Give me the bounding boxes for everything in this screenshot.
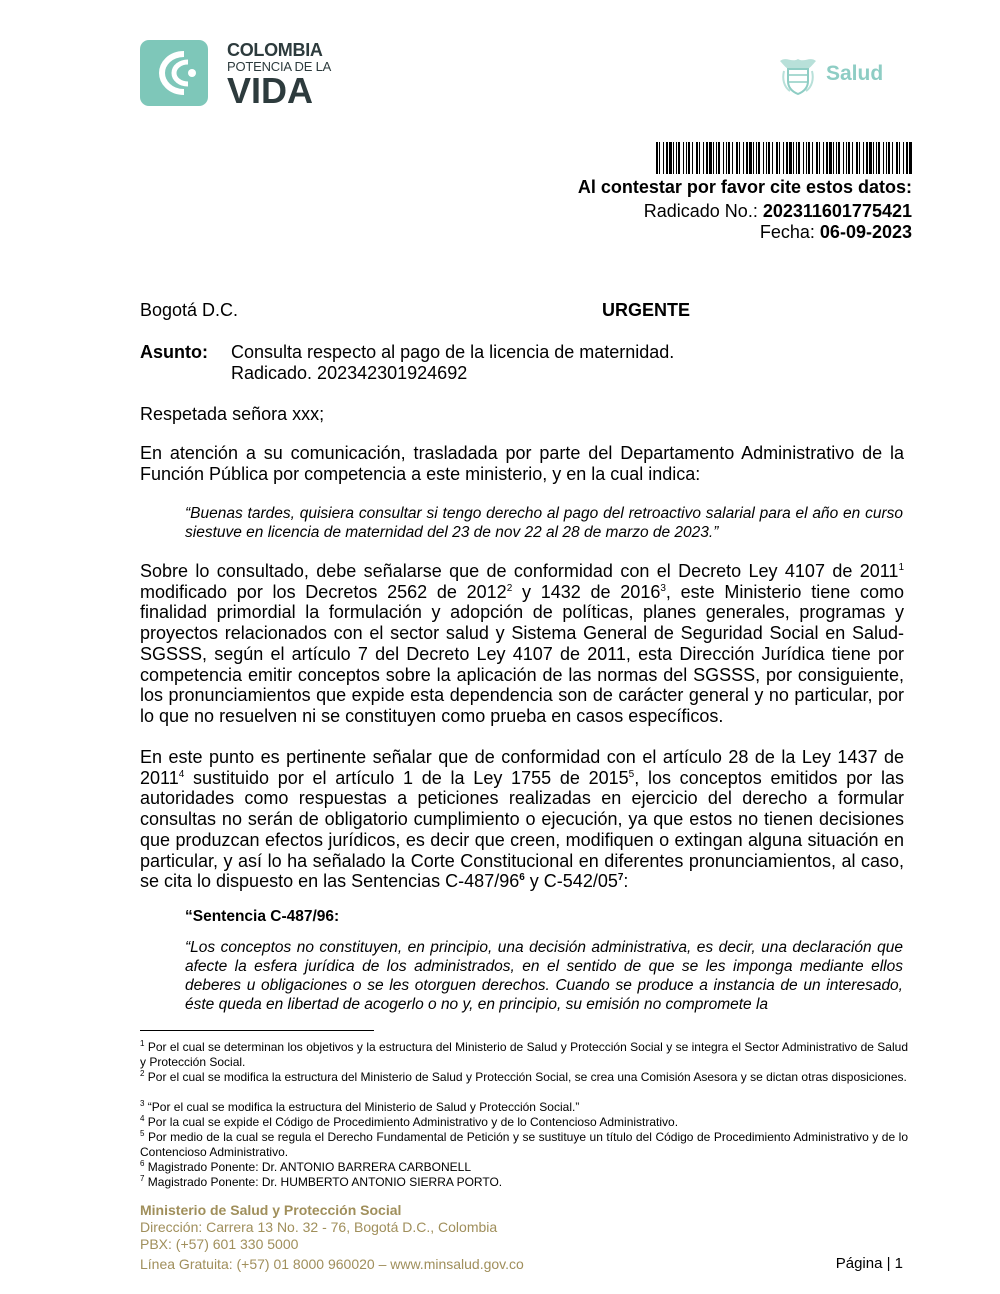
radicado-label: Radicado No.:: [643, 201, 763, 221]
paragraph-legal-basis: En este punto es pertinente señalar que de conformidad con el artículo 28 de la Ley 1437 de 2011$^4$ sustituido por el artículo 1 de la Ley 1755 de 2015$^5$, los conceptos emitidos por las autoridades como respuestas a peticiones realizadas en ejercicio del derecho a formular consultas no serán de obligatorio cumplimiento o ejecución, ya que estos no tienen decisiones que produzcan efectos jurídicos, es decir que creen, modifiquen o extingan alguna situación en particular, y así lo ha señalado la Corte Constitucional en diferentes pronunciamientos, al caso, se cita lo dispuesto en las Sentencias $C-487/96^6$ y $C-542/05^7$:: [140, 747, 904, 892]
asunto-line-2: Radicado. 202342301924692: [231, 363, 468, 383]
page-number: Página | 1: [835, 1255, 903, 1272]
footnote: $^5$ Por medio de la cual se regula el Derecho Fundamental de Petición y se sustituye un título del Código de Procedimiento Administrativo y de lo Contencioso Administrativo.: [140, 1129, 908, 1159]
footnote: $^7$ Magistrado Ponente: Dr. HUMBERTO ANTONIO SIERRA PORTO.: [140, 1174, 503, 1189]
barcode-icon: [656, 142, 912, 174]
footer-address: Dirección: Carrera 13 No. 32 - 76, Bogotá D.C., Colombia: [140, 1219, 498, 1235]
salutation: Respetada señora xxx;: [140, 404, 325, 424]
footnote: $^4$ Por la cual se expide el Código de Procedimiento Administrativo y de lo Contencioso Administrativo.: [140, 1114, 679, 1129]
logo-line-3: VIDA: [227, 70, 314, 111]
footnote: $^3$ “Por el cual se modifica la estructura del Ministerio de Salud y Protección Social.”: [140, 1099, 580, 1114]
footer-ministry: Ministerio de Salud y Protección Social: [140, 1202, 402, 1218]
cite-instruction: Al contestar por favor cite estos datos:: [577, 177, 912, 197]
logo-line-1: COLOMBIA: [227, 40, 323, 60]
paragraph-intro: En atención a su comunicación, trasladada por parte del Departamento Administrativo de la Función Pública por competencia a este ministerio, y en la cual indica:: [140, 443, 904, 484]
footnote-ref: 4: [178, 768, 185, 780]
footer-hotline: Línea Gratuita: (+57) 01 8000 960020 – www.minsalud.gov.co: [140, 1256, 524, 1272]
footnote-ref: 1: [898, 562, 904, 573]
colombia-potencia-vida-logo: [140, 40, 340, 111]
sentencia-title: “Sentencia C-487/96:: [185, 908, 340, 925]
radicado-line: [644, 201, 912, 222]
footnote-divider: [140, 1030, 374, 1031]
fecha-label: Fecha:: [759, 222, 820, 242]
sentencia-quote: “Los conceptos no constituyen, en principio, una decisión administrativa, es decir, una declaración que afecte la esfera jurídica de los administrados, en el sentido de que se les imponga mediante ellos deberes u obligaciones o se les otorguen derechos. Cuando se produce a instancia de un interesado, éste queda en libertad de acogerlo o no y, en principio, su emisión no compromete la: [185, 939, 903, 1013]
coat-of-arms-icon: [776, 53, 820, 97]
footnote: $^2$ Por el cual se modifica la estructura del Ministerio de Salud y Protección Social, se crea una Comisión Asesora y se dictan otras disposiciones.: [140, 1069, 907, 1084]
city: Bogotá D.C.: [140, 300, 239, 320]
footnote-ref: 6: [519, 872, 525, 884]
priority-label: URGENTE: [602, 300, 691, 320]
salud-logo-text: Salud: [826, 62, 884, 85]
footnote: $^1$ Por el cual se determinan los objetivos y la estructura del Ministerio de Salud y Protección Social y se integra el Sector Administrativo de Salud y Protección Social.: [140, 1039, 908, 1069]
footnote-ref: 5: [628, 768, 635, 780]
quoted-question: “Buenas tardes, quisiera consultar si tengo derecho al pago del retroactivo salarial para el año en curso siestuve en licencia de maternidad del 23 de nov 22 al 28 de marzo de 2023.”: [185, 505, 903, 541]
logo-mark-icon: [140, 40, 208, 108]
asunto-line-1: Consulta respecto al pago de la licencia de maternidad.: [231, 342, 675, 362]
asunto-label: Asunto:: [140, 342, 208, 362]
salud-logo: [776, 53, 896, 97]
footer-pbx: PBX: (+57) 601 330 5000: [140, 1236, 299, 1252]
footnote: $^6$ Magistrado Ponente: Dr. ANTONIO BARRERA CARBONELL: [140, 1159, 472, 1174]
fecha-line: [760, 222, 912, 243]
footnote-ref: 7: [617, 872, 624, 884]
footnote-ref: 2: [506, 582, 513, 594]
footnote-ref: 3: [660, 582, 666, 594]
paragraph-competence: Sobre lo consultado, debe señalarse que de conformidad con el Decreto Ley 4107 de 2011$^1$ modificado por los Decretos 2562 de 2012$^2$ y 1432 de 2016$^3$, este Ministerio tiene como finalidad primordial la formulación y adopción de políticas, planes generales, programas y proyectos relacionados con el sector salud y Sistema General de Seguridad Social en Salud-SGSSS, según el artículo 7 del Decreto Ley 4107 de 2011, esta Dirección Jurídica tiene por competencia emitir conceptos sobre la aplicación de las normas del SGSSS, por consiguiente, los pronunciamientos que expide esta dependencia son de carácter general y no particular, por lo que no resuelven ni se constituyen como prueba en casos específicos.: [140, 561, 904, 726]
logo-line-2: POTENCIA DE LA: [227, 59, 332, 74]
radicado-number: 202311601775421: [762, 201, 912, 221]
fecha-value: 06-09-2023: [819, 222, 912, 242]
